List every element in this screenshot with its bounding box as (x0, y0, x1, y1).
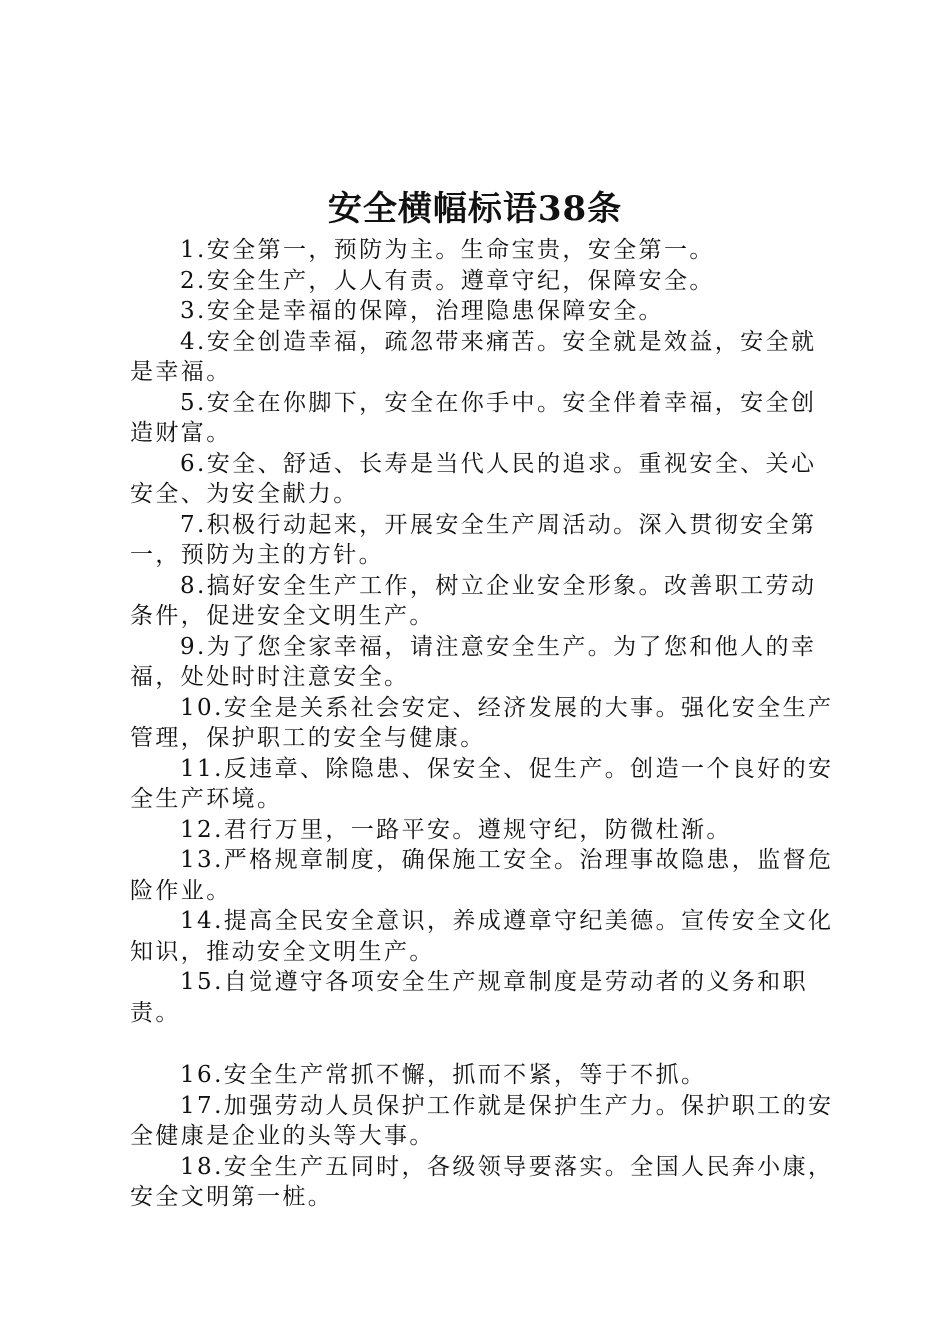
slogan-item: 1.安全第一，预防为主。生命宝贵，安全第一。 (180, 237, 715, 263)
slogan-item: 9.为了您全家幸福，请注意安全生产。为了您和他人的幸福，处处时时注意安全。 (130, 633, 817, 690)
slogan-item: 7.积极行动起来，开展安全生产周活动。深入贯彻安全第一，预防为主的方针。 (130, 511, 817, 568)
slogan-item: 17.加强劳动人员保护工作就是保护生产力。保护职工的安全健康是企业的头等大事。 (130, 1092, 834, 1149)
document-title: 安全横幅标语38条 (327, 189, 623, 229)
slogan-item: 12.君行万里，一路平安。遵规守纪，防微杜渐。 (180, 816, 732, 843)
slogan-item: 2.安全生产，人人有责。遵章守纪，保障安全。 (180, 267, 715, 294)
slogan-item: 18.安全生产五同时，各级领导要落实。全国人民奔小康，安全文明第一桩。 (130, 1153, 834, 1210)
slogan-list (130, 235, 835, 1213)
slogan-item: 4.安全创造幸福，疏忽带来痛苦。安全就是效益，安全就是幸福。 (130, 328, 817, 385)
slogan-item: 6.安全、舒适、长寿是当代人民的追求。重视安全、关心安全、为安全献力。 (130, 450, 817, 507)
slogan-item: 5.安全在你脚下，安全在你手中。安全伴着幸福，安全创造财富。 (130, 389, 817, 446)
slogan-item: 10.安全是关系社会安定、经济发展的大事。强化安全生产管理，保护职工的安全与健康。 (130, 694, 834, 751)
slogan-item: 14.提高全民安全意识，养成遵章守纪美德。宣传安全文化知识，推动安全文明生产。 (130, 908, 834, 965)
slogan-item: 11.反违章、除隐患、保安全、促生产。创造一个良好的安全生产环境。 (130, 755, 834, 812)
slogan-item: 15.自觉遵守各项安全生产规章制度是劳动者的义务和职责。 (130, 969, 808, 1026)
slogan-item: 3.安全是幸福的保障，治理隐患保障安全。 (180, 298, 664, 324)
slogan-item: 8.搞好安全生产工作，树立企业安全形象。改善职工劳动条件，促进安全文明生产。 (130, 572, 817, 629)
slogan-item: 16.安全生产常抓不懈，抓而不紧，等于不抓。 (180, 1062, 707, 1088)
slogan-item: 13.严格规章制度，确保施工安全。治理事故隐患，监督危险作业。 (130, 847, 834, 904)
